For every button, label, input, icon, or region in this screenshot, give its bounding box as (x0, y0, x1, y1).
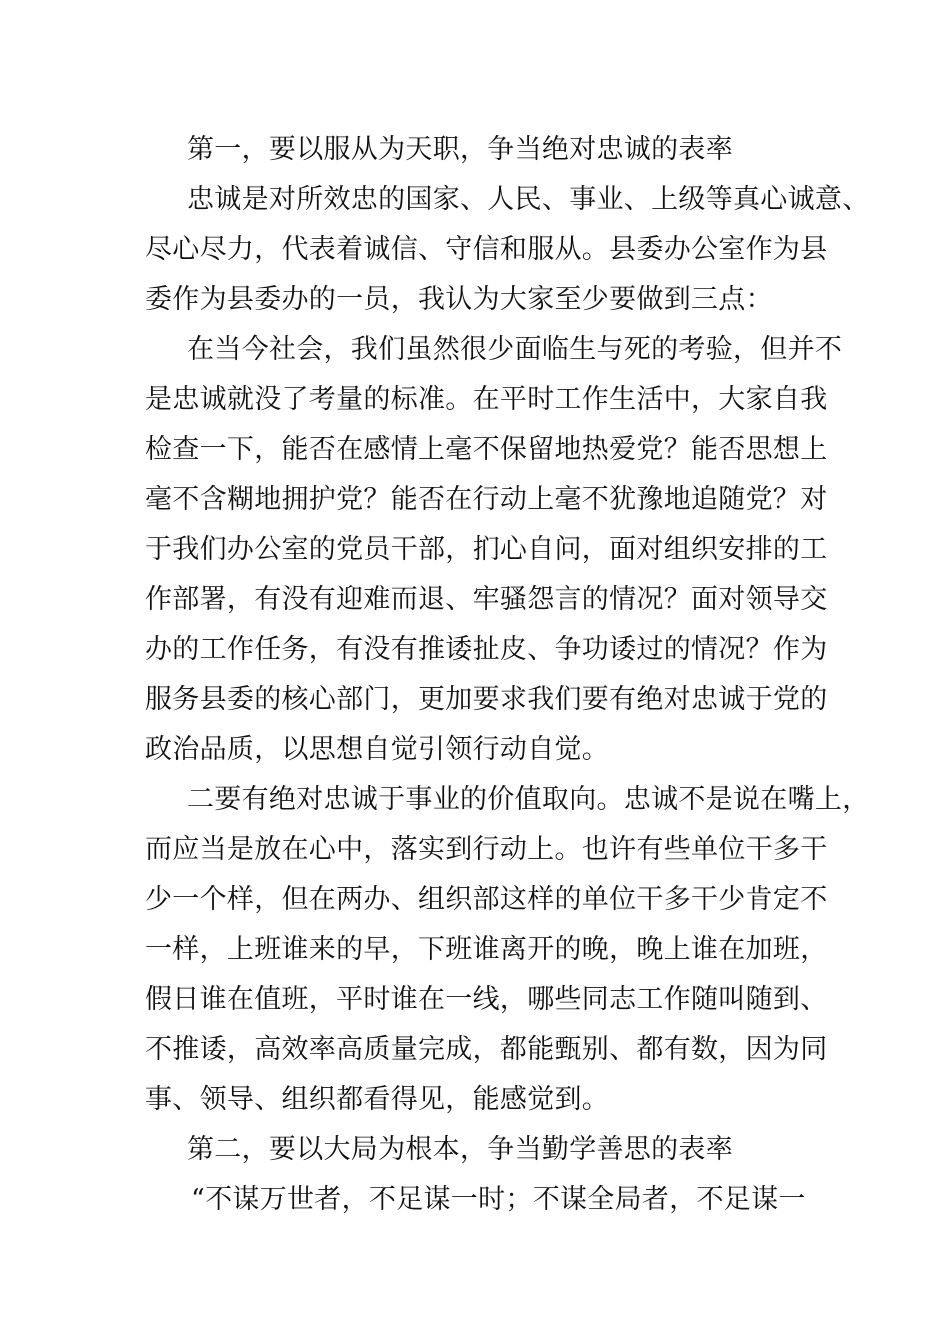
paragraph-line: 办的工作任务，有没有推诿扯皮、争功诿过的情况？作为 (145, 634, 828, 665)
paragraph-line: 委作为县委办的一员，我认为大家至少要做到三点： (145, 284, 773, 315)
paragraph-line: 于我们办公室的党员干部，扪心自问，面对组织安排的工 (145, 534, 828, 565)
document-body (145, 125, 870, 1225)
paragraph-line: 政治品质，以思想自觉引领行动自觉。 (145, 734, 610, 765)
paragraph-line: 服务县委的核心部门，更加要求我们要有绝对忠诚于党的 (145, 684, 828, 715)
paragraph-line: 一样，上班谁来的早，下班谁离开的晚，晚上谁在加班， (145, 934, 828, 965)
paragraph-line: 检查一下，能否在感情上毫不保留地热爱党？能否思想上 (145, 434, 828, 465)
paragraph-line: 尽心尽力，代表着诚信、守信和服从。县委办公室作为县 (145, 234, 828, 265)
paragraph-line: 忠诚是对所效忠的国家、人民、事业、上级等真心诚意、 (187, 184, 870, 215)
paragraph-line: 少一个样，但在两办、组织部这样的单位干多干少肯定不 (145, 884, 828, 915)
paragraph-line: “不谋万世者，不足谋一时；不谋全局者，不足谋一 (191, 1184, 806, 1215)
paragraph-line: 不推诿，高效率高质量完成，都能甄别、都有数，因为同 (145, 1034, 828, 1065)
paragraph-line: 而应当是放在心中，落实到行动上。也许有些单位干多干 (145, 834, 828, 865)
paragraph-line: 假日谁在值班，平时谁在一线，哪些同志工作随叫随到、 (145, 984, 828, 1015)
paragraph-line: 事、领导、组织都看得见，能感觉到。 (145, 1084, 610, 1115)
paragraph-line: 在当今社会，我们虽然很少面临生与死的考验，但并不 (187, 334, 843, 365)
paragraph-line: 毫不含糊地拥护党？能否在行动上毫不犹豫地追随党？对 (145, 484, 828, 515)
paragraph-line: 是忠诚就没了考量的标准。在平时工作生活中，大家自我 (145, 384, 828, 415)
paragraph-line: 作部署，有没有迎难而退、牢骚怨言的情况？面对领导交 (145, 584, 828, 615)
section-heading-1: 第一，要以服从为天职，争当绝对忠诚的表率 (187, 134, 733, 165)
section-heading-2: 第二，要以大局为根本，争当勤学善思的表率 (187, 1134, 733, 1165)
paragraph-line: 二要有绝对忠诚于事业的价值取向。忠诚不是说在嘴上， (187, 784, 870, 815)
